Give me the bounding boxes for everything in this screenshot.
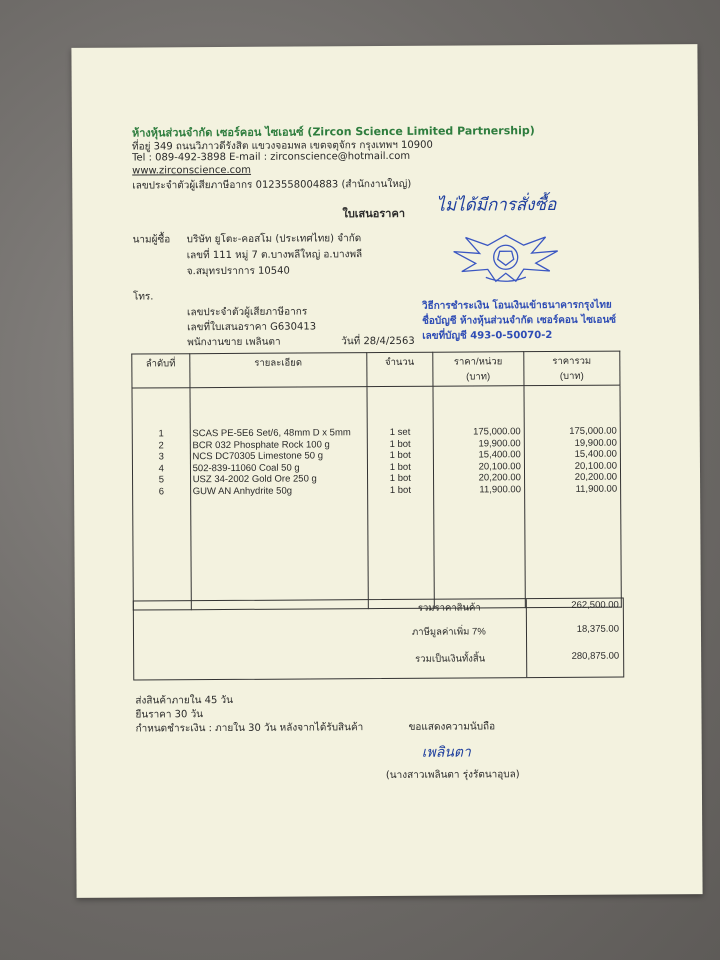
row-description: 502-839-11060 Coal 50 g (192, 462, 300, 474)
quote-number: เลขที่ใบเสนอราคา G630413 (187, 321, 317, 334)
subtotal-value: 262,500.00 (571, 599, 619, 611)
column-total (524, 385, 621, 608)
customer-address-line2: จ.สมุทรปราการ 10540 (186, 265, 290, 278)
regards-text: ขอแสดงความนับถือ (408, 721, 496, 733)
company-contact: Tel : 089-492-3898 E-mail : zirconscience@hotmail.com (132, 150, 411, 164)
row-total: 15,400.00 (574, 448, 617, 460)
bank-account-name: ชื่อบัญชี ห้างหุ้นส่วนจำกัด เซอร์คอน ไซเอนซ์ (422, 314, 617, 327)
tel-label: โทร. (132, 291, 154, 303)
row-total: 20,200.00 (574, 471, 618, 483)
row-unit-price: 19,900.00 (478, 437, 521, 449)
company-website-link[interactable]: www.zirconscience.com (132, 164, 252, 177)
header-description: รายละเอียด (189, 353, 367, 388)
price-validity: ยืนราคา 30 วัน (135, 709, 204, 721)
row-unit-price: 20,100.00 (478, 460, 521, 472)
row-unit-price: 15,400.00 (478, 449, 521, 461)
row-no: 2 (158, 439, 164, 451)
header-unit-price: ราคา/หน่วย (บาท) (432, 352, 524, 387)
signer-name: (นางสาวเพลินตา รุ่งรัตนาอุบล) (385, 769, 520, 782)
handwritten-note: ไม่ได้มีการสั่งซื้อ (436, 194, 557, 216)
bank-account-number: เลขที่บัญชี 493-0-50070-2 (422, 329, 553, 342)
row-total: 11,900.00 (575, 483, 618, 495)
company-stamp (436, 227, 576, 298)
subtotal-label: รวมราคาสินค้า (417, 602, 481, 614)
header-total: ราคารวม (บาท) (524, 351, 620, 386)
handwritten-signature: เพลินตา (421, 744, 471, 761)
delivery-term: ส่งสินค้าภายใน 45 วัน (135, 694, 233, 707)
row-unit-price: 175,000.00 (473, 426, 521, 438)
items-table (131, 351, 622, 611)
row-unit-price: 20,200.00 (478, 472, 521, 484)
quote-date: วันที่ 28/4/2563 (341, 335, 415, 348)
row-no: 1 (158, 428, 164, 440)
row-quantity: 1 bot (389, 461, 411, 473)
row-quantity: 1 bot (389, 438, 411, 450)
row-no: 4 (158, 462, 164, 474)
row-description: NCS DC70305 Limestone 50 g (192, 450, 324, 463)
totals-box (133, 598, 624, 681)
column-description (190, 387, 369, 610)
stamp-emblem-icon (436, 227, 576, 298)
company-name: ห้างหุ้นส่วนจำกัด เซอร์คอน ไซเอนซ์ (Zircon Science Limited Partnership) (131, 124, 535, 140)
column-unit-price (433, 386, 526, 609)
header-no: ลำดับที่ (132, 354, 190, 388)
row-quantity: 1 bot (389, 449, 411, 461)
row-no: 6 (158, 485, 165, 497)
payment-term: กำหนดชำระเงิน : ภายใน 30 วัน หลังจากได้รับสินค้า (135, 722, 364, 735)
row-no: 3 (158, 451, 164, 463)
row-no: 5 (158, 474, 165, 486)
row-quantity: 1 bot (389, 484, 412, 496)
row-total: 19,900.00 (574, 437, 617, 449)
tax-id-label: เลขประจำตัวผู้เสียภาษีอากร (186, 306, 308, 319)
table-body-row (132, 385, 621, 610)
customer-address-line1: เลขที่ 111 หมู่ 7 ต.บางพลีใหญ่ อ.บางพลี (186, 249, 363, 262)
row-unit-price: 11,900.00 (479, 483, 522, 495)
vat-label: ภาษีมูลค่าเพิ่ม 7% (411, 626, 486, 638)
company-address: ที่อยู่ 349 ถนนวิภาวดีรังสิต แขวงจอมพล เขตจตุจักร กรุงเทพฯ 10900 (131, 139, 433, 153)
grand-total-label: รวมเป็นเงินทั้งสิ้น (415, 653, 486, 665)
totals-divider (526, 599, 527, 677)
bank-payment-method: วิธีการชำระเงิน โอนเงินเข้าธนาคารกรุงไทย (421, 299, 612, 312)
row-total: 175,000.00 (569, 425, 617, 437)
customer-label: นามผู้ซื้อ (132, 234, 171, 246)
row-quantity: 1 bot (389, 472, 411, 484)
sales-person: พนักงานขาย เพลินตา (187, 336, 281, 349)
customer-name: บริษัท ยูโตะ-คอสโม (ประเทศไทย) จำกัด (186, 233, 362, 246)
column-quantity (367, 386, 434, 608)
row-description: USZ 34-2002 Gold Ore 250 g (192, 473, 317, 486)
quotation-paper (71, 44, 702, 898)
row-quantity: 1 set (389, 426, 411, 438)
document-title: ใบเสนอราคา (342, 206, 406, 221)
row-description: SCAS PE-5E6 Set/6, 48mm D x 5mm (192, 427, 351, 440)
company-tax-id: เลขประจำตัวผู้เสียภาษีอากร 0123558004883 (สำนักงานใหญ่) (132, 178, 412, 192)
row-description: BCR 032 Phosphate Rock 100 g (192, 438, 330, 451)
row-total: 20,100.00 (574, 460, 618, 472)
row-description: GUW AN Anhydrite 50g (192, 485, 293, 497)
grand-total-value: 280,875.00 (571, 650, 620, 662)
header-quantity: จำนวน (367, 352, 433, 386)
table-header-row (132, 351, 620, 388)
vat-value: 18,375.00 (576, 623, 620, 635)
column-no (132, 388, 191, 610)
